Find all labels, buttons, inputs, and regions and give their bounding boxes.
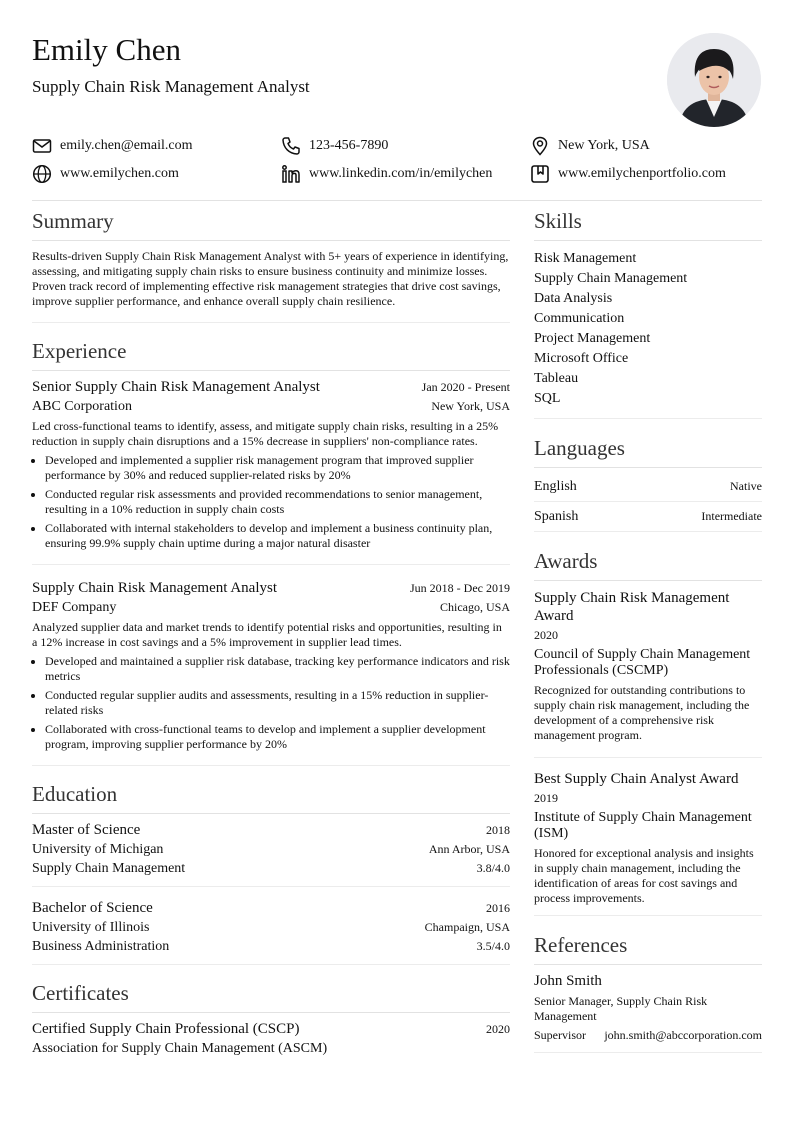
job-description: Led cross-functional teams to identify, assess, and mitigate supply chain risks, resulting in a 25% reduction in supply chain disruptions and a 15% decrease in suppliers' non-compliance rates. bbox=[32, 419, 499, 448]
phone-icon bbox=[281, 136, 301, 156]
languages-section bbox=[534, 435, 762, 532]
job-bullets bbox=[32, 453, 510, 551]
main-column bbox=[32, 208, 510, 1057]
education-school: University of Michigan bbox=[32, 842, 164, 857]
language-level: Native bbox=[730, 479, 762, 493]
candidate-name: Emily Chen bbox=[32, 32, 181, 67]
contact-location bbox=[530, 136, 762, 156]
profile-photo-image bbox=[667, 33, 761, 127]
job-bullet: • Collaborated with internal stakeholders to develop and implement a business continuity plan, ensuring 99.9% supply chain uptime during a major natural disaster bbox=[45, 521, 510, 551]
languages-heading: Languages bbox=[534, 435, 762, 468]
contact-portfolio[interactable] bbox=[530, 164, 762, 184]
skill-item: Data Analysis bbox=[534, 291, 613, 306]
job-title: Senior Supply Chain Risk Management Analyst bbox=[32, 379, 320, 395]
award-item bbox=[534, 770, 762, 916]
references-heading: References bbox=[534, 932, 762, 965]
job-location: Chicago, USA bbox=[440, 600, 510, 614]
education-gpa: 3.5/4.0 bbox=[476, 939, 510, 953]
references-section bbox=[534, 932, 762, 1053]
profile-photo bbox=[667, 33, 761, 127]
reference-item bbox=[534, 973, 762, 1053]
experience-heading: Experience bbox=[32, 338, 510, 371]
certificate-name: Certified Supply Chain Professional (CSCP) bbox=[32, 1021, 300, 1037]
job-dates: Jun 2018 - Dec 2019 bbox=[410, 581, 510, 595]
education-year: 2018 bbox=[486, 823, 510, 837]
contact-info bbox=[32, 136, 762, 184]
education-field: Business Administration bbox=[32, 939, 170, 954]
skill-item: Communication bbox=[534, 311, 625, 326]
award-title: Supply Chain Risk Management Award bbox=[534, 590, 730, 624]
education-degree: Bachelor of Science bbox=[32, 900, 153, 916]
awards-section bbox=[534, 548, 762, 916]
side-column bbox=[534, 208, 762, 1053]
contact-phone[interactable] bbox=[281, 136, 530, 156]
award-item bbox=[534, 589, 762, 758]
skill-item: Project Management bbox=[534, 331, 651, 346]
contact-linkedin[interactable] bbox=[281, 164, 530, 184]
award-org: Institute of Supply Chain Management (ISM) bbox=[534, 810, 752, 841]
job-company: ABC Corporation bbox=[32, 399, 132, 414]
education-gpa: 3.8/4.0 bbox=[476, 861, 510, 875]
resume-header bbox=[32, 30, 762, 97]
location-pin-icon bbox=[530, 136, 550, 156]
globe-icon bbox=[32, 164, 52, 184]
certificate-item bbox=[32, 1021, 510, 1057]
summary-section bbox=[32, 208, 510, 323]
skills-list bbox=[534, 249, 762, 419]
language-level: Intermediate bbox=[701, 509, 762, 523]
skill-item: Microsoft Office bbox=[534, 351, 629, 366]
education-location: Champaign, USA bbox=[424, 920, 510, 934]
certificate-year: 2020 bbox=[486, 1022, 510, 1036]
language-name: English bbox=[534, 479, 577, 494]
reference-name: John Smith bbox=[534, 973, 602, 989]
skills-section bbox=[534, 208, 762, 419]
summary-heading: Summary bbox=[32, 208, 510, 241]
contact-portfolio-text: www.emilychenportfolio.com bbox=[558, 166, 726, 181]
linkedin-icon bbox=[281, 164, 301, 184]
job-location: New York, USA bbox=[431, 399, 510, 413]
skill-item: SQL bbox=[534, 391, 561, 406]
language-item bbox=[534, 506, 762, 532]
certificate-issuer: Association for Supply Chain Management (ASCM) bbox=[32, 1041, 328, 1056]
experience-section bbox=[32, 338, 510, 766]
job-title: Supply Chain Risk Management Analyst bbox=[32, 580, 277, 596]
skill-item: Risk Management bbox=[534, 251, 637, 266]
contact-phone-text: 123-456-7890 bbox=[309, 138, 389, 153]
candidate-title: Supply Chain Risk Management Analyst bbox=[32, 77, 310, 96]
award-year: 2019 bbox=[534, 791, 558, 805]
portfolio-icon bbox=[530, 164, 550, 184]
skill-item: Tableau bbox=[534, 371, 579, 386]
contact-linkedin-text: www.linkedin.com/in/emilychen bbox=[309, 166, 493, 181]
experience-item bbox=[32, 379, 510, 565]
award-org: Council of Supply Chain Management Professionals (CSCMP) bbox=[534, 647, 751, 678]
job-bullet: • Collaborated with cross-functional teams to develop and implement a supplier development program, improving supplier performance by 20% bbox=[45, 722, 510, 752]
contact-website-text: www.emilychen.com bbox=[60, 166, 179, 181]
education-degree: Master of Science bbox=[32, 822, 141, 838]
education-heading: Education bbox=[32, 781, 510, 814]
experience-item bbox=[32, 580, 510, 766]
education-item bbox=[32, 900, 510, 965]
header-divider bbox=[32, 200, 762, 201]
job-company: DEF Company bbox=[32, 600, 117, 615]
certificates-section bbox=[32, 980, 510, 1057]
contact-website[interactable] bbox=[32, 164, 281, 184]
language-name: Spanish bbox=[534, 509, 579, 524]
reference-email[interactable]: john.smith@abccorporation.com bbox=[604, 1028, 762, 1042]
job-bullets bbox=[32, 654, 510, 752]
skills-heading: Skills bbox=[534, 208, 762, 241]
job-description: Analyzed supplier data and market trends to identify potential risks and opportunities, resulting in a 12% increase in cost savings and a 5% improvement in supplier lead times. bbox=[32, 620, 502, 649]
education-section bbox=[32, 781, 510, 965]
award-description: Honored for exceptional analysis and insights in supply chain management, including the identification of areas for cost savings and process improvements. bbox=[534, 846, 754, 905]
job-bullet: • Developed and implemented a supplier risk management program that improved supplier performance by 30% and reduced supplier-related risks by 20% bbox=[45, 453, 510, 483]
awards-heading: Awards bbox=[534, 548, 762, 581]
job-bullet: • Conducted regular risk assessments and provided recommendations to senior management, resulting in a 10% reduction in supply chain costs bbox=[45, 487, 510, 517]
award-title: Best Supply Chain Analyst Award bbox=[534, 771, 739, 787]
skill-item: Supply Chain Management bbox=[534, 271, 688, 286]
job-bullet: • Conducted regular supplier audits and assessments, resulting in a 15% reduction in supplier-related risks bbox=[45, 688, 510, 718]
reference-relation: Supervisor bbox=[534, 1028, 586, 1042]
certificates-heading: Certificates bbox=[32, 980, 510, 1013]
education-location: Ann Arbor, USA bbox=[428, 842, 510, 856]
award-description: Recognized for outstanding contributions to supply chain risk management, including the development of a comprehensive risk management program. bbox=[534, 683, 750, 742]
reference-position: Senior Manager, Supply Chain Risk Management bbox=[534, 994, 708, 1023]
summary-text: Results-driven Supply Chain Risk Management Analyst with 5+ years of experience in identifying, assessing, and mitigating supply chain risks to ensure business continuity and minimize losses. Proven track record of implementing effective risk management strategies that drive cost savings, improve supplier performance, and enhance overall supply chain resilience. bbox=[32, 249, 510, 323]
email-icon bbox=[32, 136, 52, 156]
education-year: 2016 bbox=[486, 901, 510, 915]
language-item bbox=[534, 476, 762, 502]
education-field: Supply Chain Management bbox=[32, 861, 186, 876]
education-item bbox=[32, 822, 510, 887]
education-school: University of Illinois bbox=[32, 920, 150, 935]
contact-email-text: emily.chen@email.com bbox=[60, 138, 193, 153]
contact-email[interactable] bbox=[32, 136, 281, 156]
job-dates: Jan 2020 - Present bbox=[421, 380, 510, 394]
job-bullet: • Developed and maintained a supplier risk database, tracking key performance indicators and risk metrics bbox=[45, 654, 510, 684]
contact-location-text: New York, USA bbox=[558, 138, 650, 153]
award-year: 2020 bbox=[534, 628, 558, 642]
